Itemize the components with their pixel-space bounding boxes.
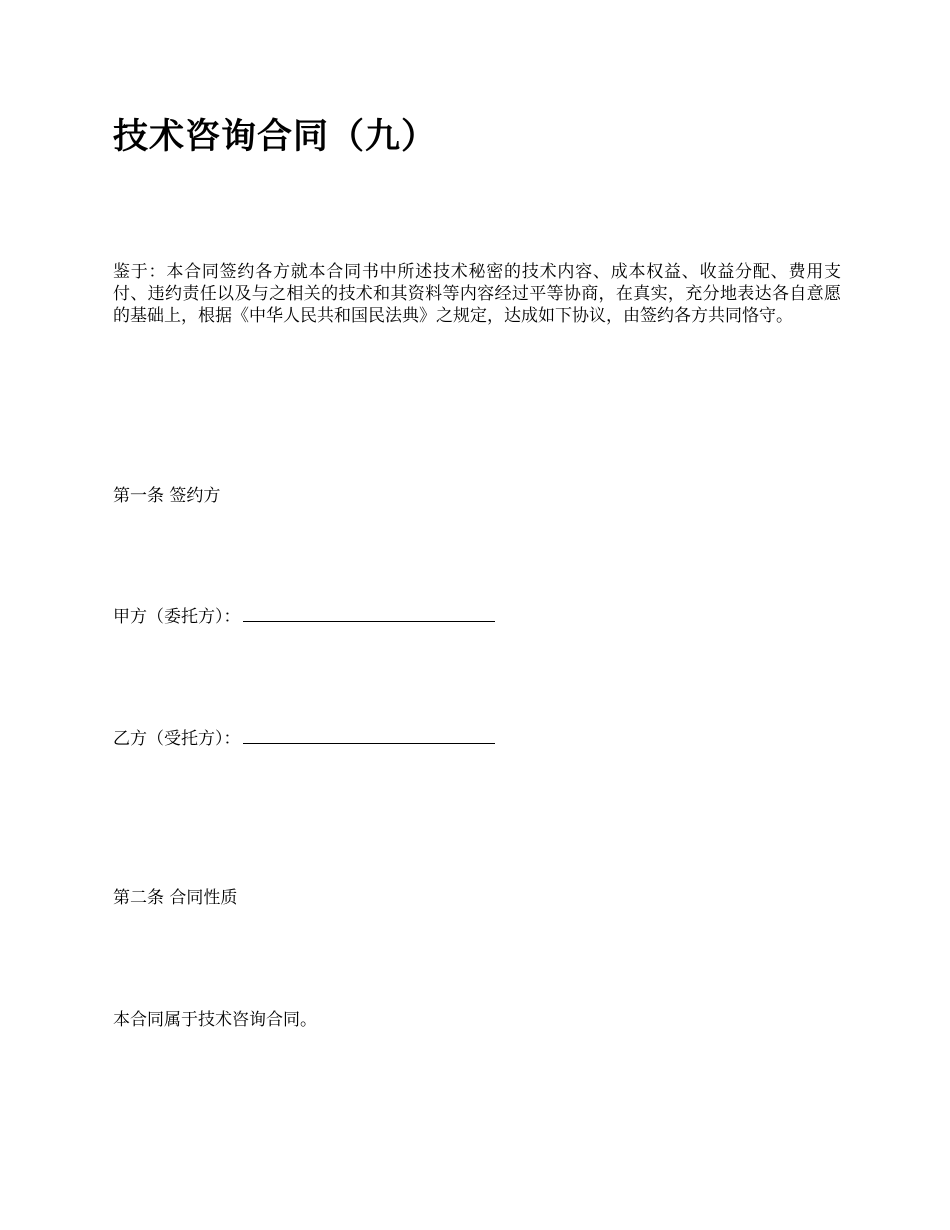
party-a-label: 甲方（委托方）： xyxy=(113,607,241,627)
party-b-line xyxy=(113,728,495,750)
contract-nature-text: 本合同属于技术咨询合同。 xyxy=(113,1010,317,1030)
document-title: 技术咨询合同（九） xyxy=(113,116,438,157)
party-b-label: 乙方（受托方）： xyxy=(113,729,241,749)
party-a-blank-field xyxy=(243,607,495,622)
party-b-blank-field xyxy=(243,729,495,744)
party-a-line xyxy=(113,606,495,628)
article-1-heading: 第一条 签约方 xyxy=(113,486,221,506)
article-2-heading: 第二条 合同性质 xyxy=(113,888,238,908)
preamble-paragraph: 鉴于：本合同签约各方就本合同书中所述技术秘密的技术内容、成本权益、收益分配、费用支付、违约责任以及与之相关的技术和其资料等内容经过平等协商，在真实，充分地表达各自意愿的基础上，根据《中华人民共和国民法典》之规定，达成如下协议，由签约各方共同恪守。 xyxy=(113,262,841,326)
